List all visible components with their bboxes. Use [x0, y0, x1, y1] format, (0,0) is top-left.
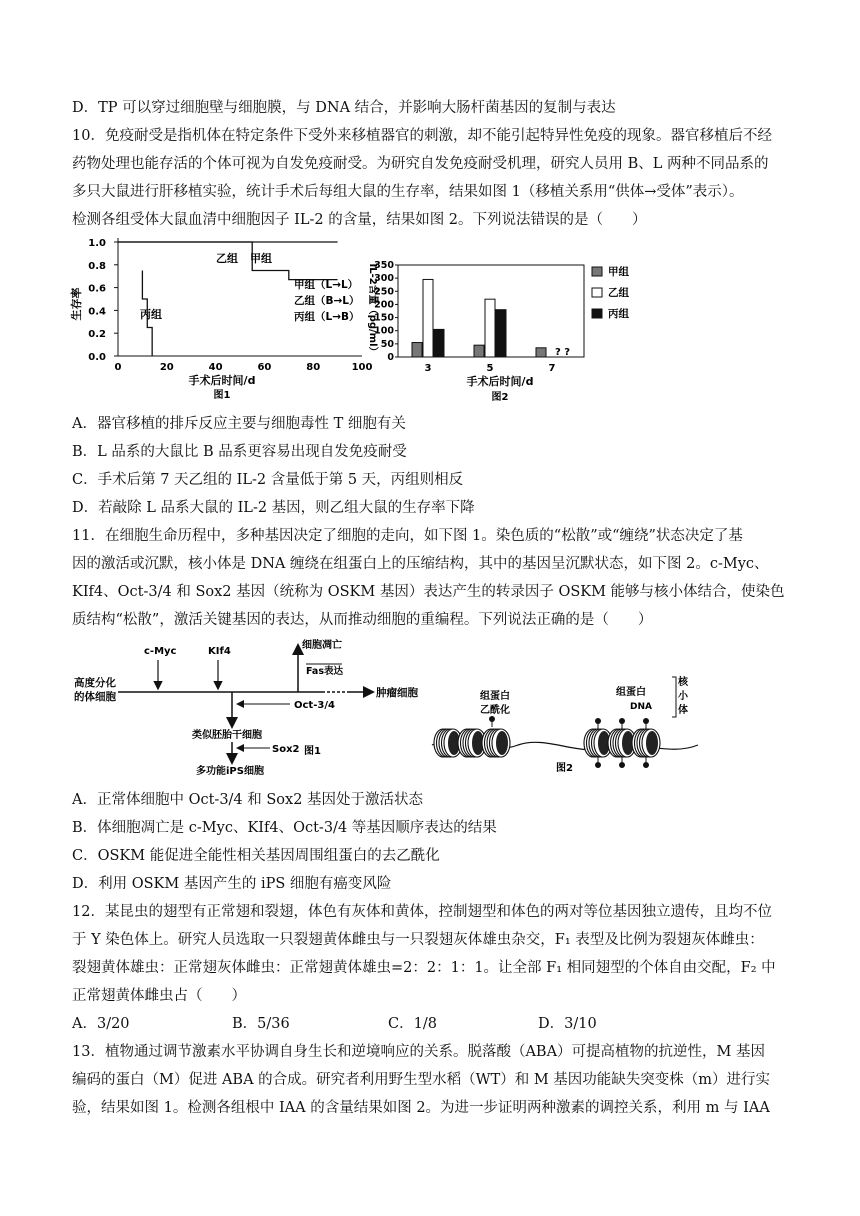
fig2-xtick-label: 5	[486, 363, 494, 374]
q11-option-a: A．正常体细胞中 Oct-3/4 和 Sox2 基因处于激活状态	[72, 792, 424, 808]
fig2-ytick-label: 250	[374, 286, 394, 298]
fig1-ytick-label: 0.4	[88, 306, 106, 318]
fig2-legend-bing: 丙组	[608, 308, 629, 320]
q10-option-a: A．器官移植的排斥反应主要与细胞毒性 T 细胞有关	[72, 416, 406, 432]
fig2-xlabel: 手术后时间/d	[466, 375, 534, 388]
q12-stem-line-3: 裂翅黄体雄虫：正常翅灰体雌虫：正常翅黄体雄虫=2：2：1：1。让全部 F₁ 相同翅型的个体自由交配，F₂ 中	[72, 960, 776, 976]
sox2-label: Sox2	[272, 744, 300, 755]
fig1-b-caption: 图1	[304, 746, 321, 757]
fig1-caption: 图1	[213, 390, 231, 401]
fig2-b-caption: 图2	[556, 763, 573, 774]
fig1-legend-bing: 丙组（L→B）	[294, 311, 360, 323]
fig1-label-jia: 甲组	[250, 252, 272, 265]
fig2-ytick-label: 350	[374, 260, 394, 271]
nucleosome-label-2: 小	[678, 691, 688, 702]
q11-stem-line-4: 质结构“松散”，激活关键基因的表达，从而推动细胞的重编程。下列说法正确的是（ ）	[72, 612, 653, 628]
q11-option-d: D．利用 OSKM 基因产生的 iPS 细胞有癌变风险	[72, 876, 392, 892]
fas-expression-label: Fas表达	[306, 666, 343, 677]
fig2-bar-jia-day3	[412, 343, 422, 357]
il2-bar-chart	[360, 255, 660, 405]
q10-option-c: C．手术后第 7 天乙组的 IL-2 含量低于第 5 天，丙组则相反	[72, 472, 464, 488]
q12-option-d: D．3/10	[538, 1016, 597, 1032]
fig1-ylabel: 生存率	[70, 287, 83, 321]
acetylation-label-2: 乙酰化	[480, 705, 510, 716]
fig2-xtick-label: 7	[548, 363, 556, 374]
fig2-ytick-label: 150	[374, 312, 394, 324]
nucleosome	[482, 729, 510, 757]
somatic-cell-label-2: 的体细胞	[74, 691, 116, 703]
fig2-bar-bing-day5	[496, 310, 506, 357]
embryonic-stem-label: 类似胚胎干细胞	[192, 730, 262, 741]
fig2-legend	[592, 265, 629, 320]
q11-stem-line-3: KIf4、Oct-3/4 和 Sox2 基因（统称为 OSKM 基因）表达产生的转录因子 OSKM 能够与核小体结合，使染色	[72, 584, 785, 600]
fig2-legend-swatch-bing	[592, 309, 602, 318]
ips-cell-label: 多功能iPS细胞	[196, 766, 264, 777]
fig2-bar-yi-day3	[423, 279, 433, 357]
fig1-xtick-label: 0	[114, 362, 122, 373]
fig1-label-bing: 丙组	[140, 308, 162, 321]
q10-stem-line-2: 药物处理也能存活的个体可视为自发免疫耐受。为研究自发免疫耐受机理，研究人员用 B、L 两种不同品系的	[72, 156, 769, 172]
fig2-ytick-label: 200	[374, 299, 394, 311]
fig1-label-yi: 乙组	[216, 252, 238, 265]
fig1-ytick-label: 1.0	[88, 238, 106, 249]
fig1-ytick-label: 0.0	[88, 352, 106, 363]
q10-stem-line-4: 检测各组受体大鼠血清中细胞因子 IL-2 的含量，结果如图 2。下列说法错误的是（ ）	[72, 212, 647, 228]
fig1-ytick-label: 0.8	[88, 260, 106, 272]
q13-stem-line-1: 13．植物通过调节激素水平协调自身生长和逆境响应的关系。脱落酸（ABA）可提高植物的抗逆性，M 基因	[72, 1044, 766, 1060]
fig2-bar-jia-day7	[536, 348, 546, 357]
fig1-xtick-label: 20	[159, 362, 174, 373]
fig2-bar-jia-day5	[474, 345, 484, 357]
tumor-cell-label: 肿瘤细胞	[376, 687, 418, 699]
fig2-unknown-mark: ? ?	[555, 347, 571, 358]
q12-stem-line-1: 12．某昆虫的翅型有正常翅和裂翅，体色有灰体和黄体，控制翅型和体色的两对等位基因独立遗传，且均不位	[72, 904, 772, 920]
q12-stem-line-2: 于 Y 染色体上。研究人员选取一只裂翅黄体雌虫与一只裂翅灰体雄虫杂交，F₁ 表型及比例为裂翅灰体雌虫：	[72, 932, 764, 948]
cell-fate-diagram	[72, 638, 432, 778]
fig1-ytick-label: 0.2	[88, 329, 106, 341]
apoptosis-label: 细胞凋亡	[302, 640, 342, 651]
histone-label: 组蛋白	[616, 687, 646, 698]
fig2-legend-swatch-yi	[592, 288, 602, 297]
fig1-legend-jia: 甲组（L→L）	[294, 279, 359, 291]
somatic-cell-label-1: 高度分化	[74, 677, 116, 689]
q12-option-b: B．5/36	[232, 1016, 290, 1032]
q11-stem-line-1: 11．在细胞生命历程中，多种基因决定了细胞的走向，如下图 1。染色质的“松散”或“缠绕”状态决定了基	[72, 528, 743, 544]
oct34-label: Oct-3/4	[294, 700, 335, 711]
fig1-xlabel: 手术后时间/d	[188, 374, 256, 387]
dna-label: DNA	[630, 702, 652, 712]
q9-option-d: D．TP 可以穿过细胞壁与细胞膜，与 DNA 结合，并影响大肠杆菌基因的复制与表达	[72, 100, 616, 116]
fig1-legend-yi: 乙组（B→L）	[294, 295, 360, 307]
q12-options	[72, 1014, 792, 1034]
fig2-legend-jia: 甲组	[608, 266, 629, 278]
fig2-bar-bing-day3	[434, 329, 444, 357]
fig1-xtick-label: 80	[306, 362, 321, 373]
q11-option-c: C．OSKM 能促进全能性相关基因周围组蛋白的去乙酰化	[72, 848, 440, 864]
fig2-ylabel: IL-2含量（pg/ml）	[367, 263, 378, 357]
fig2-ytick-label: 100	[374, 325, 394, 337]
survival-rate-chart	[72, 232, 372, 404]
nucleosome-label-1: 核	[678, 677, 688, 688]
fig1-xtick-label: 60	[257, 362, 272, 373]
q10-option-d: D．若敲除 L 品系大鼠的 IL-2 基因，则乙组大鼠的生存率下降	[72, 500, 475, 516]
q10-stem-line-1: 10．免疫耐受是指机体在特定条件下受外来移植器官的刺激，却不能引起特异性免疫的现象。器官移植后不经	[72, 128, 772, 144]
klf4-label: KIf4	[208, 646, 231, 657]
q12-option-a: A．3/20	[72, 1016, 130, 1032]
nucleosome-diagram	[428, 665, 708, 777]
q10-stem-line-3: 多只大鼠进行肝移植实验，统计手术后每组大鼠的生存率，结果如图 1（移植关系用“供体→受体”表示）。	[72, 184, 744, 200]
nucleosome-label-3: 体	[678, 705, 688, 716]
q11-stem-line-2: 因的激活或沉默，核小体是 DNA 缠绕在组蛋白上的压缩结构，其中的基因呈沉默状态，如下图 2。c-Myc、	[72, 556, 769, 572]
fig1-xtick-label: 40	[208, 362, 223, 373]
q13-stem-line-3: 验，结果如图 1。检测各组根中 IAA 的含量结果如图 2。为进一步证明两种激素的调控关系，利用 m 与 IAA	[72, 1100, 770, 1116]
fig2-ytick-label: 50	[380, 338, 394, 350]
fig1-xtick-label: 100	[351, 362, 373, 373]
cmyc-label: c-Myc	[144, 646, 177, 657]
fig2-bar-yi-day5	[485, 299, 495, 357]
fig2-ytick-label: 0	[387, 352, 394, 363]
fig2-legend-swatch-jia	[592, 267, 602, 276]
fig2-caption: 图2	[491, 392, 509, 403]
fig1-ytick-label: 0.6	[88, 283, 106, 295]
fig2-xtick-label: 3	[424, 363, 432, 374]
fig2-legend-yi: 乙组	[608, 287, 629, 299]
q11-option-b: B．体细胞凋亡是 c-Myc、KIf4、Oct-3/4 等基因顺序表达的结果	[72, 820, 497, 836]
nucleosome	[632, 718, 660, 768]
fig2-ytick-label: 300	[374, 273, 394, 285]
acetylation-label-1: 组蛋白	[480, 691, 510, 702]
q10-option-b: B．L 品系的大鼠比 B 品系更容易出现自发免疫耐受	[72, 444, 407, 460]
q13-stem-line-2: 编码的蛋白（M）促进 ABA 的合成。研究者利用野生型水稻（WT）和 M 基因功能缺失突变株（m）进行实	[72, 1072, 771, 1088]
q12-stem-line-4: 正常翅黄体雌虫占（ ）	[72, 988, 246, 1004]
q12-option-c: C．1/8	[388, 1016, 437, 1032]
